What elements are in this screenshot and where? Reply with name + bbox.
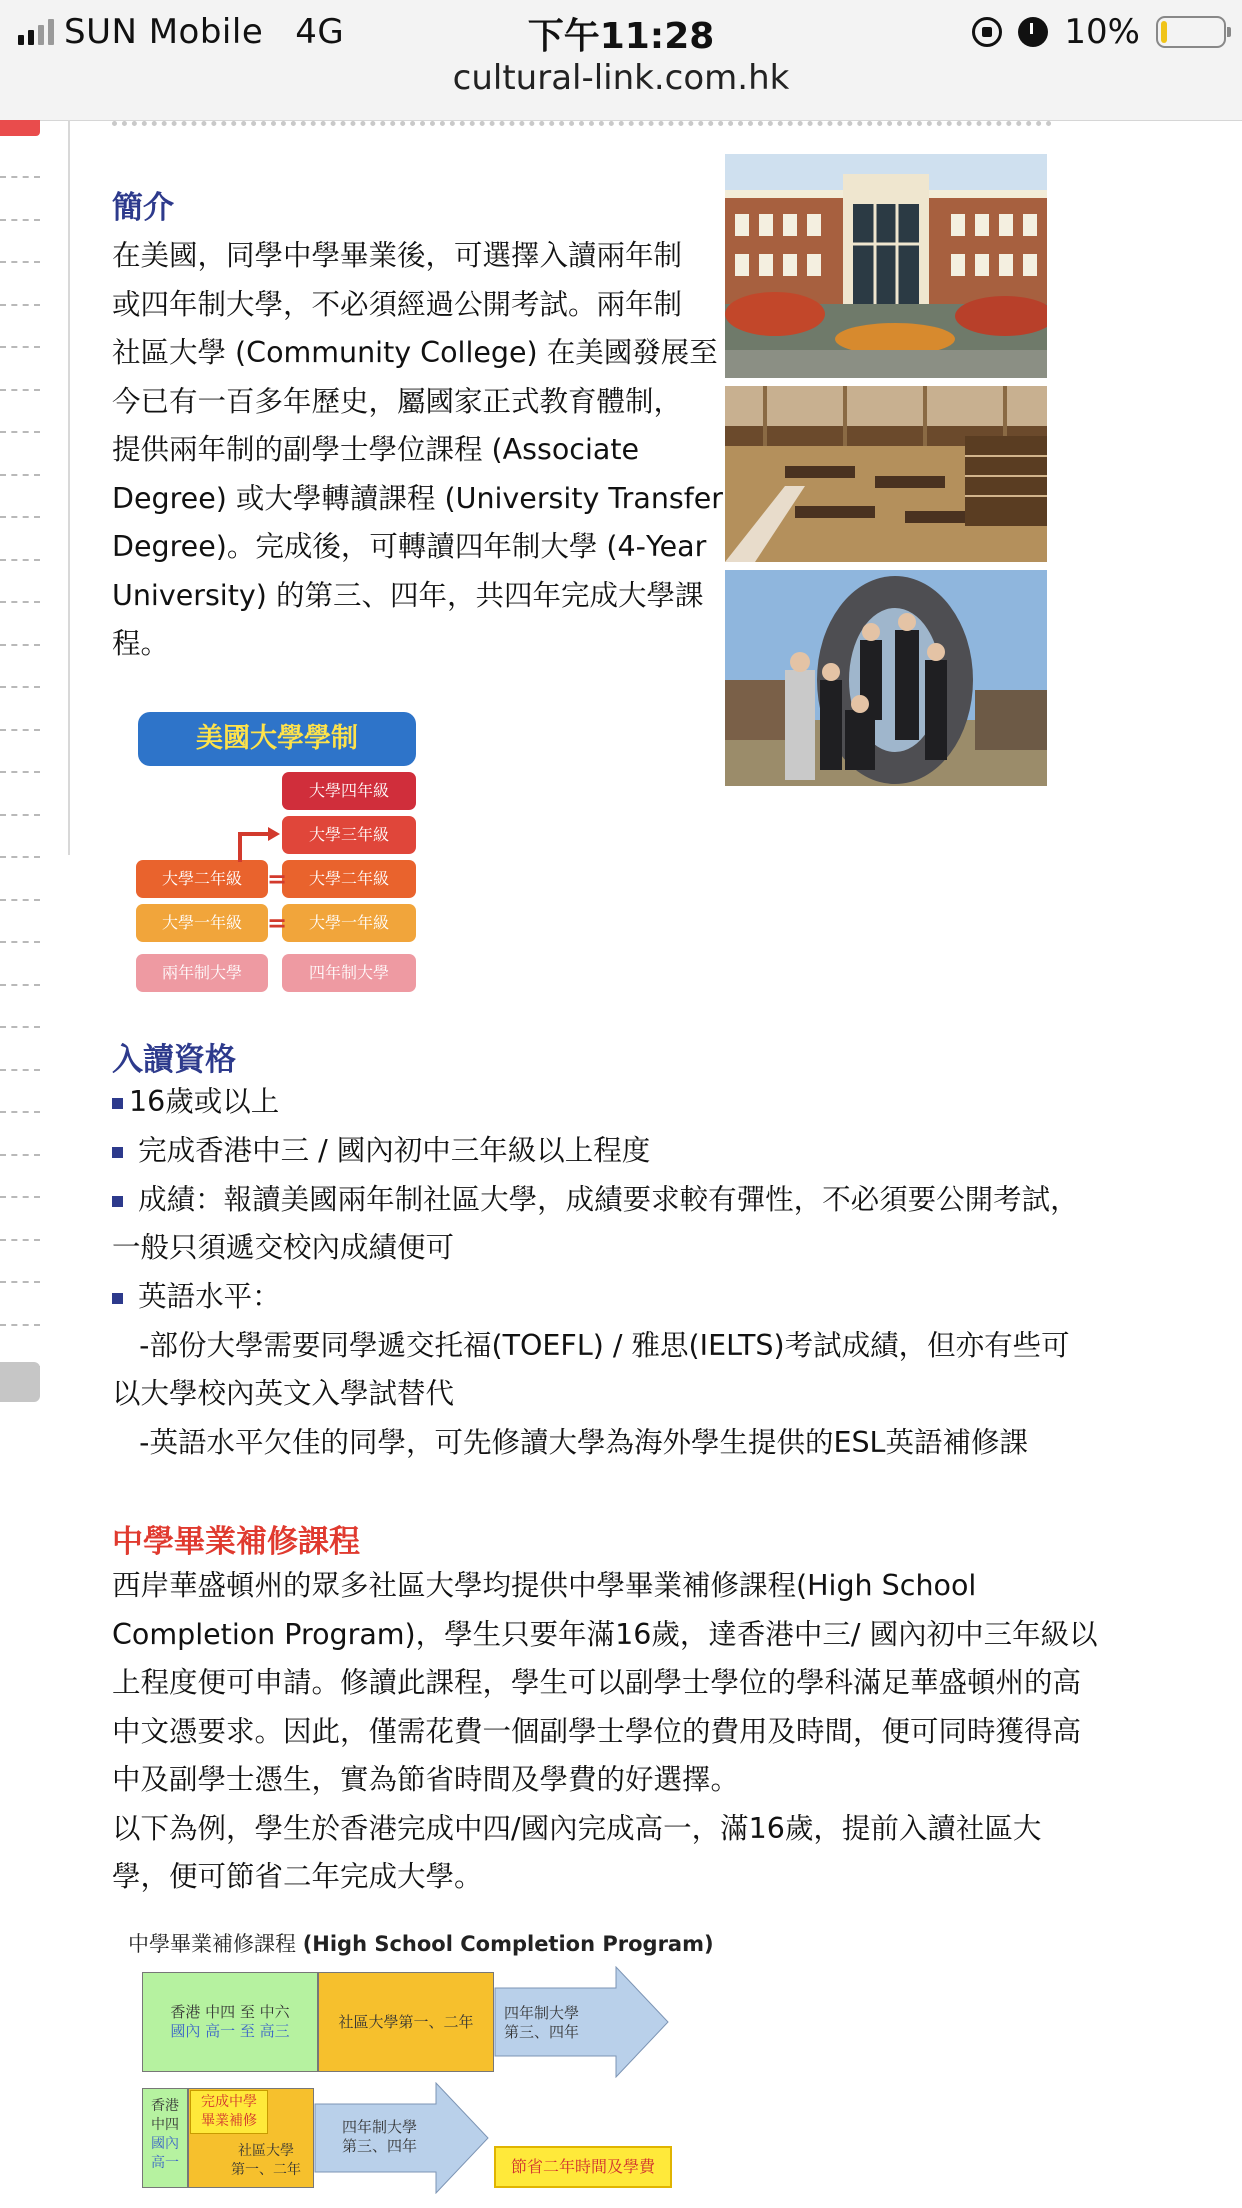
hscp-line: 中及副學士憑生，實為節省時間及學費的好選擇。 <box>112 1763 740 1796</box>
hscp-row2-cc-b: 第一、二年 <box>231 2162 301 2178</box>
year2-block-two: 大學二年級 <box>136 860 268 898</box>
sidebar-menu-item[interactable] <box>0 176 40 178</box>
hscp-line: 學，便可節省二年完成大學。 <box>112 1860 483 1893</box>
hscp-row2-cn: 國內 <box>151 2136 179 2152</box>
carrier-name: SUN Mobile <box>64 12 264 52</box>
hscp-line: 上程度便可申請。修讀此課程，學生可以副學士學位的學科滿足華盛頓州的高 <box>112 1666 1082 1699</box>
sidebar-menu-item[interactable] <box>0 389 40 391</box>
eligibility-text: 英語水平： <box>138 1280 281 1313</box>
sidebar-menu-item[interactable] <box>0 856 40 858</box>
eligibility-item <box>112 1078 1112 1127</box>
sidebar-menu-item[interactable] <box>0 771 40 773</box>
sidebar-menu-item[interactable] <box>0 1239 40 1241</box>
hscp-row2-cc-a: 社區大學 <box>238 2143 294 2159</box>
eligibility-text: -英語水平欠佳的同學，可先修讀大學為海外學生提供的ESL英語補修課 <box>112 1426 1028 1459</box>
hscp-cc-box: 社區大學第一、二年 <box>318 1972 494 2072</box>
intro-paragraph <box>112 232 723 669</box>
year3-block: 大學三年級 <box>282 816 416 854</box>
sidebar-menu-item[interactable] <box>0 474 40 476</box>
hscp-row2-cc-label <box>218 2142 314 2180</box>
hscp-completion-a: 完成中學 <box>201 2094 257 2110</box>
orientation-lock-icon <box>972 17 1002 47</box>
hscp-line: 中文憑要求。因此，僅需花費一個副學士學位的費用及時間，便可同時獲得高 <box>112 1714 1082 1748</box>
year4-block: 大學四年級 <box>282 772 416 810</box>
sidebar-menu-item[interactable] <box>0 1324 40 1326</box>
hscp-heading: 中學畢業補修課程 <box>112 1524 360 1560</box>
sidebar-divider <box>68 120 70 855</box>
hscp-line: 以下為例，學生於香港完成中四/國內完成高一，滿16歲，提前入讀社區大 <box>112 1811 1042 1845</box>
hscp-row2-secondary-box <box>142 2088 188 2188</box>
eligibility-text: 以大學校內英文入學試替代 <box>112 1377 455 1410</box>
sidebar-menu-item[interactable] <box>0 686 40 688</box>
sidebar-menu-item[interactable] <box>0 1196 40 1198</box>
equals-sign: = <box>267 865 288 893</box>
sidebar-menu-item[interactable] <box>0 219 40 221</box>
hscp-completion-b: 畢業補修 <box>201 2113 257 2129</box>
intro-line: University) 的第三、四年，共四年完成大學課 <box>112 578 704 612</box>
sidebar-menu-item[interactable] <box>0 814 40 816</box>
eligibility-item <box>112 1176 1112 1225</box>
intro-line: 提供兩年制的副學士學位課程 (Associate <box>112 433 640 466</box>
sidebar-menu-item[interactable] <box>0 1026 40 1028</box>
eligibility-item <box>112 1127 1112 1176</box>
eligibility-text: 一般只須遞交校內成績便可 <box>112 1231 455 1264</box>
transfer-arrow-icon <box>236 824 286 864</box>
sidebar-menu-item[interactable] <box>0 346 40 348</box>
two-year-college-label: 兩年制大學 <box>136 954 268 992</box>
hscp-row2-hk-grade: 中四 <box>151 2117 179 2133</box>
hscp-row2-university-label <box>342 2118 417 2156</box>
url-bar[interactable]: cultural-link.com.hk <box>452 58 790 98</box>
sidebar-menu-item[interactable] <box>0 644 40 646</box>
dotted-divider <box>112 121 1052 126</box>
hscp-line: 西岸華盛頓州的眾多社區大學均提供中學畢業補修課程(High School <box>112 1569 977 1602</box>
battery-icon <box>1156 16 1226 48</box>
hscp-diagram-title-en: (High School Completion Program) <box>302 1932 714 1956</box>
hscp-row2-hk: 香港 <box>151 2098 179 2114</box>
hscp-university-label-a: 四年制大學 <box>504 2004 580 2022</box>
sidebar-menu-item[interactable] <box>0 431 40 433</box>
sidebar-menu-item[interactable] <box>0 941 40 943</box>
edu-diagram-title: 美國大學學制 <box>138 712 416 766</box>
intro-line: Degree) 或大學轉讀課程 (University Transfer <box>112 481 724 515</box>
sidebar-menu-item[interactable] <box>0 601 40 603</box>
hscp-diagram-title <box>128 1928 714 1958</box>
hscp-completion-box <box>190 2090 268 2134</box>
hscp-diagram-title-zh: 中學畢業補修課程 <box>128 1932 303 1956</box>
sidebar-menu-item[interactable] <box>0 729 40 731</box>
year2-block-four: 大學二年級 <box>282 860 416 898</box>
sidebar-toggle[interactable] <box>0 1362 40 1402</box>
eligibility-text: 成績：報讀美國兩年制社區大學，成績要求較有彈性，不必須要公開考試， <box>138 1183 1079 1216</box>
intro-heading: 簡介 <box>112 190 174 226</box>
students-photo <box>725 570 1047 786</box>
intro-line: 社區大學 (Community College) 在美國發展至 <box>112 336 718 369</box>
intro-line: Degree)。完成後，可轉讀四年制大學 (4-Year <box>112 530 707 563</box>
sidebar-menu-item[interactable] <box>0 984 40 986</box>
battery-percent: 10% <box>1064 12 1140 52</box>
sidebar-tab-marker[interactable] <box>0 120 40 136</box>
hscp-secondary-cn: 國內 高一 至 高三 <box>170 2022 290 2040</box>
hscp-paragraph <box>112 1562 1098 1902</box>
sidebar-menu-item[interactable] <box>0 559 40 561</box>
hscp-savings-badge: 節省二年時間及學費 <box>494 2146 672 2188</box>
clock: 下午11:28 <box>527 16 715 57</box>
sidebar-menu-item[interactable] <box>0 304 40 306</box>
bullet-square-icon <box>112 1196 123 1207</box>
eligibility-text: 完成香港中三 / 國內初中三年級以上程度 <box>138 1134 651 1167</box>
eligibility-text: 16歲或以上 <box>129 1085 280 1118</box>
bullet-square-icon <box>112 1293 123 1304</box>
sidebar-menu-item[interactable] <box>0 899 40 901</box>
four-year-university-label: 四年制大學 <box>282 954 416 992</box>
hscp-secondary-hk: 香港 中四 至 中六 <box>170 2003 290 2021</box>
bullet-square-icon <box>112 1147 123 1158</box>
hscp-row2-university-label-a: 四年制大學 <box>342 2118 418 2136</box>
intro-line: 或四年制大學，不必須經過公開考試。兩年制 <box>112 287 683 321</box>
sidebar-menu-item[interactable] <box>0 516 40 518</box>
hscp-line: Completion Program)，學生只要年滿16歲，達香港中三/ 國內初中三年級以 <box>112 1617 1098 1651</box>
intro-line: 今已有一百多年歷史，屬國家正式教育體制， <box>112 384 683 418</box>
us-college-system-diagram <box>136 712 418 1002</box>
network-type: 4G <box>295 12 345 52</box>
equals-sign: = <box>267 909 288 937</box>
year1-block-four: 大學一年級 <box>282 904 416 942</box>
status-bar <box>0 0 1242 121</box>
eligibility-heading: 入讀資格 <box>112 1042 236 1078</box>
sidebar-menu-item[interactable] <box>0 261 40 263</box>
sidebar-menu-item[interactable] <box>0 1069 40 1071</box>
sidebar-menu-item[interactable] <box>0 1111 40 1113</box>
hscp-university-label-b: 第三、四年 <box>504 2023 580 2041</box>
alarm-icon <box>1018 17 1048 47</box>
hscp-university-label <box>504 2004 579 2042</box>
sidebar-menu-item[interactable] <box>0 1281 40 1283</box>
intro-line: 在美國，同學中學畢業後，可選擇入讀兩年制 <box>112 239 683 272</box>
hscp-row2-university-label-b: 第三、四年 <box>342 2137 418 2155</box>
eligibility-item <box>112 1273 1112 1322</box>
intro-line: 程。 <box>112 627 170 660</box>
eligibility-text: -部份大學需要同學遞交托福(TOEFL) / 雅思(IELTS)考試成績，但亦有些可 <box>112 1329 1070 1362</box>
sidebar-menu-item[interactable] <box>0 1154 40 1156</box>
campus-building-photo <box>725 154 1047 378</box>
year1-block-two: 大學一年級 <box>136 904 268 942</box>
hscp-secondary-box <box>142 1972 318 2072</box>
bullet-square-icon <box>112 1098 123 1109</box>
hscp-row2-cn-grade: 高一 <box>151 2155 179 2171</box>
library-interior-photo <box>725 386 1047 562</box>
hscp-diagram <box>126 1920 714 2190</box>
